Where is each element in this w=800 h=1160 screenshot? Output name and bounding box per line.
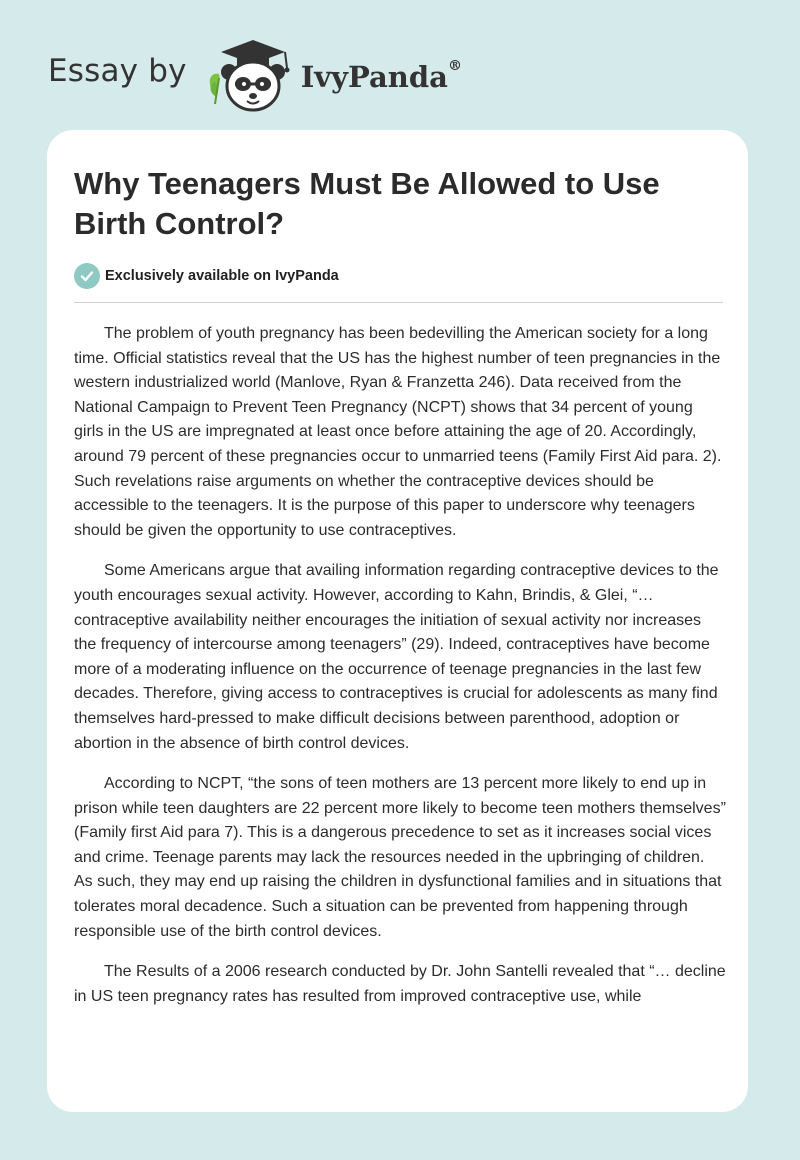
badge-label: Exclusively available on IvyPanda — [105, 268, 339, 284]
brand-prefix: Essay by — [48, 53, 187, 89]
essay-title: Why Teenagers Must Be Allowed to Use Birth Control? — [74, 166, 660, 241]
essay-paragraph: The problem of youth pregnancy has been bedevilling the American society for a long time. Official statistics reveal that the US has the highest number of teen pregnancies in the western industrialized world (Manlove, Ryan & Franzetta 246). Data received from the National Campaign to Prevent Teen Pregnancy (NCPT) shows that 34 percent of young girls in the US are impregnated at least once before attaining the age of 20. Accordingly, around 79 percent of these pregnancies occur to unmarried teens (Family First Aid para. 2). Such revelations raise arguments on whether the contraceptive devices should be accessible to the teenagers. It is the purpose of this paper to underscore why teenagers should be given the opportunity to use contraceptives. — [74, 325, 722, 539]
registered-mark: ® — [447, 58, 462, 74]
brand-name[interactable]: IvyPanda® — [300, 58, 462, 94]
essay-body — [74, 322, 726, 1025]
exclusive-badge — [74, 263, 339, 289]
site-header — [48, 34, 462, 114]
check-icon — [74, 263, 100, 289]
essay-paragraph: The Results of a 2006 research conducted by Dr. John Santelli revealed that “… decline in US teen pregnancy rates has resulted from improved contraceptive use, while — [74, 963, 726, 1005]
essay-card — [47, 130, 748, 1112]
essay-paragraph: Some Americans argue that availing information regarding contraceptive devices to the youth encourages sexual activity. However, according to Kahn, Brindis, & Glei, “… contraceptive availability neither encourages the initiation of sexual activity nor increases the frequency of intercourse among teenagers” (29). Indeed, contraceptives have become more of a moderating influence on the occurrence of teenage pregnancies in the last few decades. Therefore, giving access to contraceptives is crucial for adolescents as many find themselves hard-pressed to make difficult decisions between parenthood, adoption or abortion in the absence of birth control devices. — [74, 562, 719, 752]
leaf-icon — [209, 74, 219, 104]
essay-paragraph: According to NCPT, “the sons of teen mothers are 13 percent more likely to end up in prison while teen daughters are 22 percent more likely to become teen mothers themselves” (Family first Aid para 7). This is a dangerous precedence to set as it increases social vices and crime. Teenage parents may lack the resources needed in the upbringing of children. As such, they may end up raising the children in dysfunctional families and in situations that tolerates moral decadence. Such a situation can be prevented from happening through responsible use of the birth control devices. — [74, 775, 726, 940]
divider — [74, 302, 723, 303]
panda-logo-icon[interactable] — [201, 34, 297, 114]
